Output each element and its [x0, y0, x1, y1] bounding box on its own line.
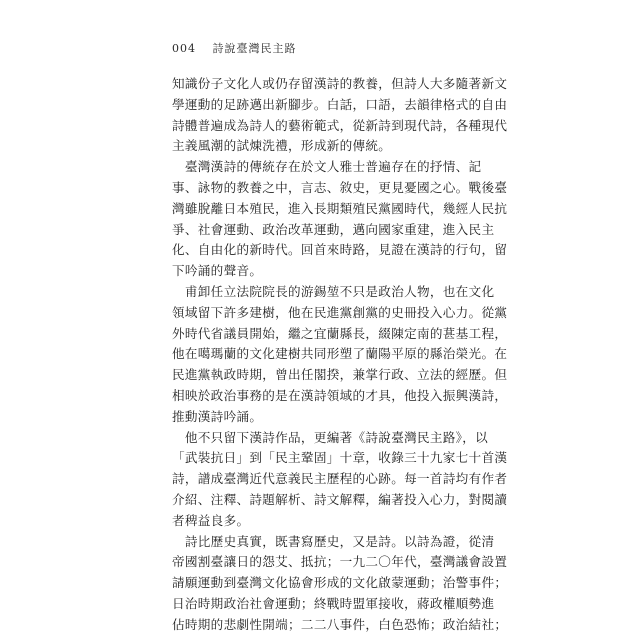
body-text — [172, 74, 508, 636]
text-line: 灣雖脫離日本殖民，進入長期類殖民黨國時代，幾經人民抗 — [172, 200, 508, 216]
text-line: 佔時期的悲劇性開端；二二八事件，白色恐怖；政治結社； — [172, 616, 508, 632]
text-line: 事、詠物的教養之中，言志、敘史，更見憂國之心。戰後臺 — [172, 179, 508, 195]
text-line: 日治時期政治社會運動；終戰時盟軍接收，蔣政權順勢進 — [172, 595, 495, 611]
text-line: 知識份子文化人或仍存留漢詩的教養，但詩人大多隨著新文 — [172, 76, 508, 91]
text-line: 外時代省議員開始，繼之宜蘭縣長，綴陳定南的葚基工程， — [172, 325, 508, 341]
text-line: 學運動的足跡邁出新腳步。白話，口語，去韻律格式的自由 — [172, 96, 508, 112]
text-line: 詩，譜成臺灣近代意義民主歷程的心跡。每一首詩均有作者 — [172, 471, 508, 487]
book-title: 詩說臺灣民主路 — [212, 42, 297, 55]
text-line: 化、自由化的新時代。回首來時路，見證在漢詩的行句，留 — [172, 242, 508, 258]
text-line: 請願運動到臺灣文化協會形成的文化啟蒙運動；治警事件； — [172, 575, 508, 591]
text-line: 民進黨執政時期，曾出任閣揆，兼掌行政、立法的經歷。但 — [172, 367, 508, 383]
text-line: 下吟誦的聲音。 — [172, 263, 263, 279]
text-line: 爭、社會運動、政治改革運動，邁向國家重建，進入民主 — [172, 221, 495, 237]
text-line: 者稗益良多。 — [172, 512, 250, 528]
text-line: 「武裝抗日」到「民主鞏固」十章，收錄三十九家七十首漢 — [172, 450, 508, 466]
running-header — [172, 40, 297, 56]
text-line: 他不只留下漢詩作品，更編著《詩說臺灣民主路》，以 — [172, 429, 489, 445]
text-line: 他在噶瑪蘭的文化建樹共同形塑了蘭陽平原的縣治榮光。在 — [172, 346, 508, 362]
text-line: 甫卸任立法院院長的游錫堃不只是政治人物，也在文化 — [172, 283, 495, 299]
text-line: 推動漢詩吟誦。 — [172, 408, 263, 424]
text-line: 詩體普遍成為詩人的藝術範式，從新詩到現代詩，各種現代 — [172, 117, 508, 133]
text-line: 詩比歷史真實，既書寫歷史，又是詩。以詩為證，從清 — [172, 533, 495, 549]
text-line: 相映於政治事務的是在漢詩領域的才具，他投入振興漢詩， — [172, 387, 508, 403]
page-number: 004 — [172, 42, 196, 55]
text-line: 介紹、注釋、詩題解析、詩文解釋，編著投入心力，對閱讀 — [172, 491, 508, 507]
text-line: 主義風潮的試煉洗禮，形成新的傳統。 — [172, 138, 392, 154]
text-line: 領域留下許多建樹，他在民進黨創黨的史冊投入心力。從黨 — [172, 304, 508, 320]
text-line: 臺灣漢詩的傳統存在於文人雅士普遍存在的抒情、記 — [172, 159, 482, 175]
text-line: 帝國割臺讓日的怨艾、抵抗；一九二〇年代，臺灣議會設置 — [172, 554, 508, 570]
